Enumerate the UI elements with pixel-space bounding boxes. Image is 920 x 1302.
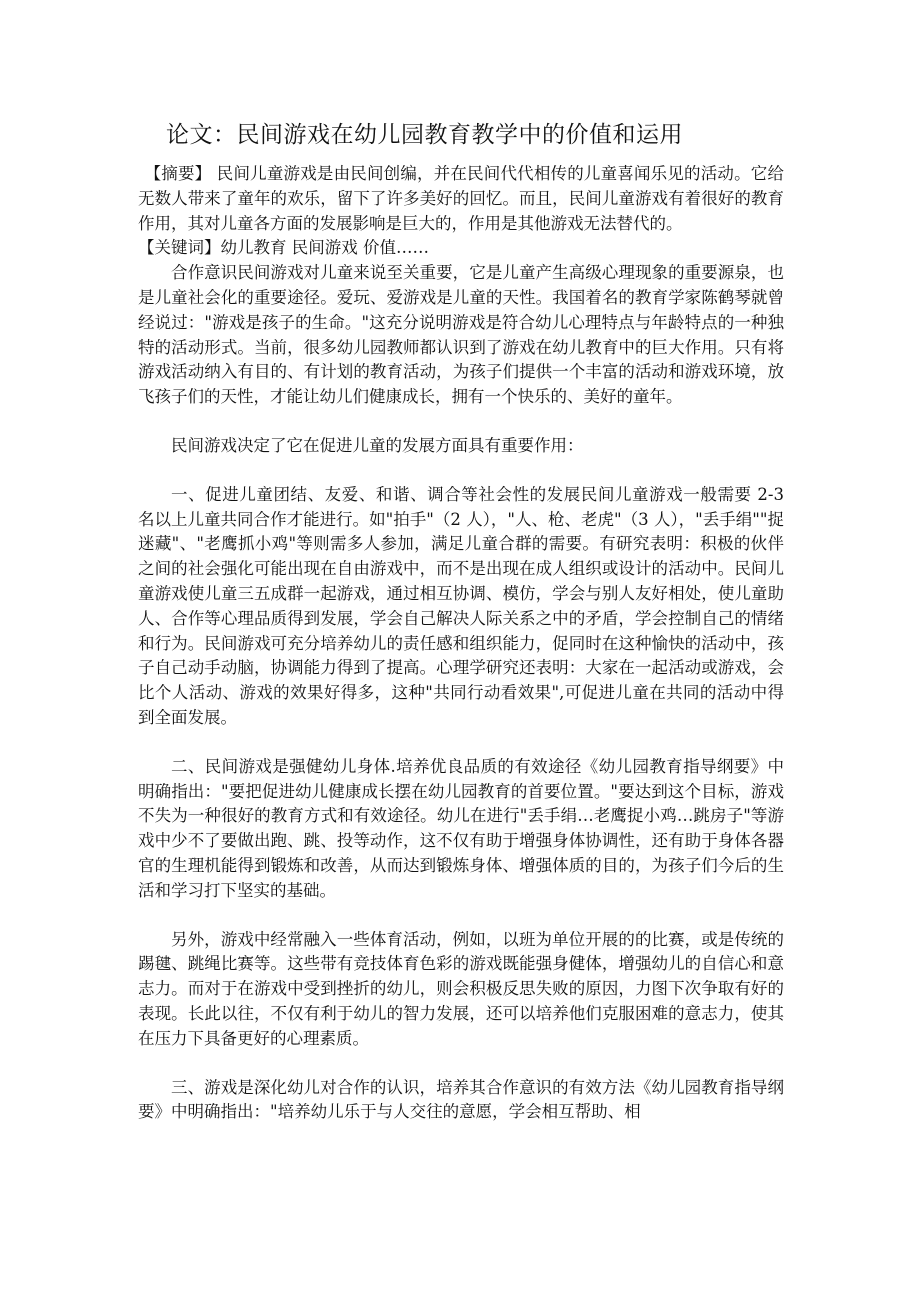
body-paragraph-2: 民间游戏决定了它在促进儿童的发展方面具有重要作用： <box>171 435 584 455</box>
body-paragraph-1: 合作意识民间游戏对儿童来说至关重要，它是儿童产生高级心理现象的重要源泉，也是儿童社会化的重要途径。爱玩、爱游戏是儿童的天性。我国着名的教育学家陈鹤琴就曾经说过："游戏是孩子的生命。"这充分说明游戏是符合幼儿心理特点与年龄特点的一种独特的活动形式。当前，很多幼儿园教师都认识到了游戏在幼儿教育中的巨大作用。只有将游戏活动纳入有目的、有计划的教育活动，为孩子们提供一个丰富的活动和游戏环境，放飞孩子们的天性，才能让幼儿们健康成长，拥有一个快乐的、美好的童年。 <box>138 263 784 407</box>
document-page <box>138 118 784 1125</box>
abstract-paragraph: 【摘要】 民间儿童游戏是由民间创编，并在民间代代相传的儿童喜闻乐见的活动。它给无数人带来了童年的欢乐，留下了许多美好的回忆。而且，民间儿童游戏有着很好的教育作用，其对儿童各方面的发展影响是巨大的，作用是其他游戏无法替代的。 <box>138 164 784 233</box>
body-paragraph-5: 另外，游戏中经常融入一些体育活动，例如，以班为单位开展的的比赛，或是传统的踢毽、跳绳比赛等。这些带有竞技体育色彩的游戏既能强身健体，增强幼儿的自信心和意志力。而对于在游戏中受到挫折的幼儿，则会积极反思失败的原因，力图下次争取有好的表现。长此以往，不仅有利于幼儿的智力发展，还可以培养他们克服困难的意志力，使其在压力下具备更好的心理素质。 <box>138 929 784 1048</box>
body-paragraph-3: 一、促进儿童团结、友爱、和谐、调合等社会性的发展民间儿童游戏一般需要 2-3 名以上儿童共同合作才能进行。如"拍手"（2 人），"人、枪、老虎"（3 人），"丢手绢""捉迷藏"、"老鹰抓小鸡"等则需多人参加，满足儿童合群的需要。有研究表明：积极的伙伴之间的社会强化可能出现在自由游戏中，而不是出现在成人组织或设计的活动中。民间儿童游戏使儿童三五成群一起游戏，通过相互协调、模仿，学会与别人友好相处，使儿童助人、合作等心理品质得到发展，学会自己解决人际关系之中的矛盾，学会控制自己的情绪和行为。民间游戏可充分培养幼儿的责任感和组织能力，促同时在这种愉快的活动中，孩子自己动手动脑，协调能力得到了提高。心理学研究还表明：大家在一起活动或游戏，会比个人活动、游戏的效果好得多，这种"共同行动看效果",可促进儿童在共同的活动中得到全面发展。 <box>138 484 784 727</box>
document-title: 论文：民间游戏在幼儿园教育教学中的价值和运用 <box>166 122 683 148</box>
body-paragraph-4: 二、民间游戏是强健幼儿身体.培养优良品质的有效途径《幼儿园教育指导纲要》中明确指出："要把促进幼儿健康成长摆在幼儿园教育的首要位置。"要达到这个目标，游戏不失为一种很好的教育方式和有效途径。幼儿在进行"丢手绢…老鹰捉小鸡…跳房子"等游戏中少不了要做出跑、跳、投等动作，这不仅有助于增强身体协调性，还有助于身体各器官的生理机能得到锻炼和改善，从而达到锻炼身体、增强体质的目的，为孩子们今后的生活和学习打下坚实的基础。 <box>138 756 784 900</box>
keywords-line: 【关键词】幼儿教育 民间游戏 价值…… <box>138 238 429 258</box>
body-paragraph-6: 三、游戏是深化幼儿对合作的认识，培养其合作意识的有效方法《幼儿园教育指导纲要》中明确指出："培养幼儿乐于与人交往的意愿，学会相互帮助、相 <box>138 1077 784 1122</box>
